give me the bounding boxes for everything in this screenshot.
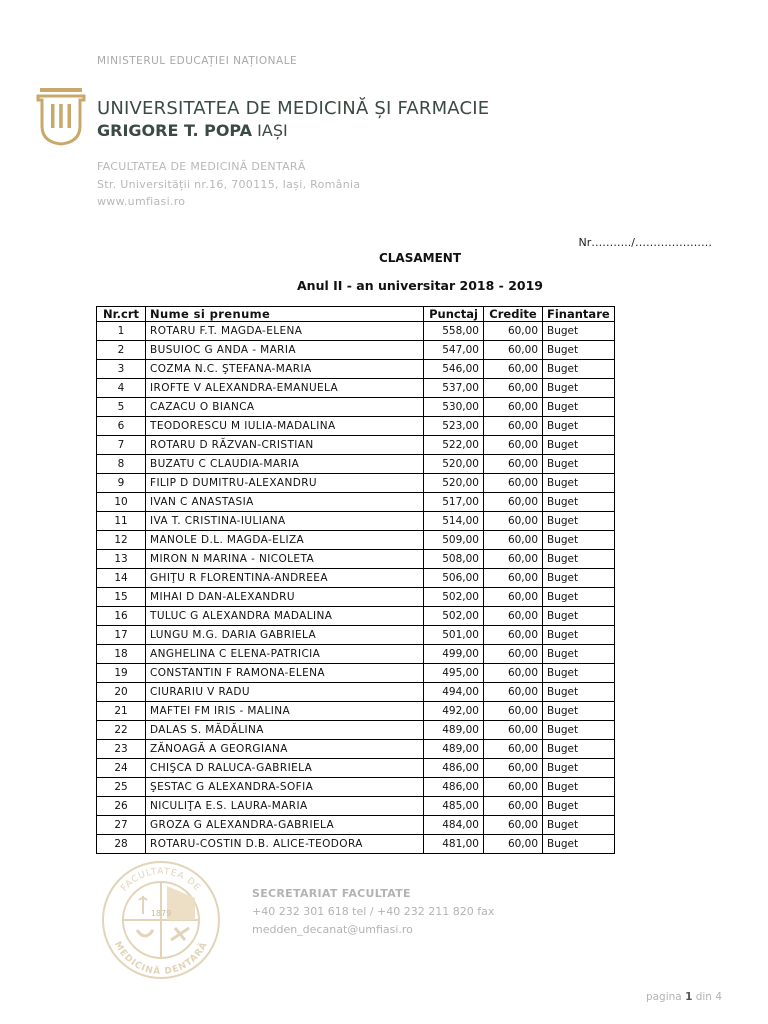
row-score: 537,00 <box>424 379 484 398</box>
row-name: FILIP D DUMITRU-ALEXANDRU <box>146 474 424 493</box>
row-funding: Buget <box>543 474 615 493</box>
row-score: 495,00 <box>424 664 484 683</box>
row-score: 499,00 <box>424 645 484 664</box>
row-funding: Buget <box>543 398 615 417</box>
row-credits: 60,00 <box>484 721 543 740</box>
row-score: 508,00 <box>424 550 484 569</box>
table-row <box>97 835 615 854</box>
table-row <box>97 322 615 341</box>
ranking-table <box>96 306 615 854</box>
row-funding: Buget <box>543 531 615 550</box>
row-name: NICULIŢA E.S. LAURA-MARIA <box>146 797 424 816</box>
row-name: TEODORESCU M IULIA-MADALINA <box>146 417 424 436</box>
row-name: DALAS S. MĂDĂLINA <box>146 721 424 740</box>
row-name: BUSUIOC G ANDA - MARIA <box>146 341 424 360</box>
seal-top-text: FACULTATEA DE <box>119 866 203 894</box>
row-credits: 60,00 <box>484 626 543 645</box>
row-funding: Buget <box>543 607 615 626</box>
row-nr: 12 <box>97 531 146 550</box>
row-funding: Buget <box>543 455 615 474</box>
row-name: IVA T. CRISTINA-IULIANA <box>146 512 424 531</box>
row-name: ROTARU-COSTIN D.B. ALICE-TEODORA <box>146 835 424 854</box>
row-funding: Buget <box>543 645 615 664</box>
row-score: 558,00 <box>424 322 484 341</box>
table-row <box>97 493 615 512</box>
row-nr: 5 <box>97 398 146 417</box>
table-row <box>97 759 615 778</box>
row-nr: 6 <box>97 417 146 436</box>
row-name: MIHAI D DAN-ALEXANDRU <box>146 588 424 607</box>
table-row <box>97 740 615 759</box>
row-funding: Buget <box>543 569 615 588</box>
table-row <box>97 645 615 664</box>
row-credits: 60,00 <box>484 436 543 455</box>
row-funding: Buget <box>543 341 615 360</box>
row-credits: 60,00 <box>484 322 543 341</box>
row-nr: 11 <box>97 512 146 531</box>
row-funding: Buget <box>543 664 615 683</box>
row-credits: 60,00 <box>484 531 543 550</box>
row-score: 509,00 <box>424 531 484 550</box>
registration-number: Nr………../………………… <box>578 236 712 249</box>
row-name: MIRON N MARINA - NICOLETA <box>146 550 424 569</box>
row-funding: Buget <box>543 360 615 379</box>
row-score: 547,00 <box>424 341 484 360</box>
table-row <box>97 341 615 360</box>
faculty-seal-icon <box>97 858 225 980</box>
row-credits: 60,00 <box>484 759 543 778</box>
row-credits: 60,00 <box>484 664 543 683</box>
secretariat-title: SECRETARIAT FACULTATE <box>252 887 411 900</box>
university-logo-icon <box>36 86 86 146</box>
row-funding: Buget <box>543 512 615 531</box>
faculty-name: FACULTATEA DE MEDICINĂ DENTARĂ <box>97 160 306 173</box>
row-name: CONSTANTIN F RAMONA-ELENA <box>146 664 424 683</box>
row-nr: 23 <box>97 740 146 759</box>
row-credits: 60,00 <box>484 797 543 816</box>
row-score: 484,00 <box>424 816 484 835</box>
page-sep: din <box>695 991 712 1003</box>
row-credits: 60,00 <box>484 512 543 531</box>
row-score: 489,00 <box>424 721 484 740</box>
university-city: IAȘI <box>257 121 288 140</box>
row-credits: 60,00 <box>484 398 543 417</box>
row-funding: Buget <box>543 778 615 797</box>
row-credits: 60,00 <box>484 455 543 474</box>
table-row <box>97 398 615 417</box>
row-name: ŞESTAC G ALEXANDRA-SOFIA <box>146 778 424 797</box>
row-score: 486,00 <box>424 778 484 797</box>
table-row <box>97 664 615 683</box>
row-score: 481,00 <box>424 835 484 854</box>
row-name: MAFTEI FM IRIS - MALINA <box>146 702 424 721</box>
row-credits: 60,00 <box>484 474 543 493</box>
row-nr: 18 <box>97 645 146 664</box>
row-nr: 10 <box>97 493 146 512</box>
ministry-heading: MINISTERUL EDUCAȚIEI NAȚIONALE <box>97 55 298 67</box>
table-row <box>97 797 615 816</box>
seal-year: 1879 <box>150 909 172 918</box>
row-credits: 60,00 <box>484 816 543 835</box>
row-nr: 16 <box>97 607 146 626</box>
table-row <box>97 417 615 436</box>
table-row <box>97 436 615 455</box>
table-row <box>97 778 615 797</box>
row-credits: 60,00 <box>484 493 543 512</box>
row-name: MANOLE D.L. MAGDA-ELIZA <box>146 531 424 550</box>
row-nr: 2 <box>97 341 146 360</box>
row-score: 492,00 <box>424 702 484 721</box>
row-name: CAZACU O BIANCA <box>146 398 424 417</box>
faculty-website: www.umfiasi.ro <box>97 195 186 208</box>
page-indicator <box>646 991 722 1003</box>
table-row <box>97 531 615 550</box>
row-name: CHIŞCA D RALUCA-GABRIELA <box>146 759 424 778</box>
row-funding: Buget <box>543 835 615 854</box>
document-title: CLASAMENT <box>378 251 462 265</box>
row-credits: 60,00 <box>484 379 543 398</box>
row-nr: 22 <box>97 721 146 740</box>
row-funding: Buget <box>543 379 615 398</box>
table-row <box>97 512 615 531</box>
row-name: IVAN C ANASTASIA <box>146 493 424 512</box>
row-credits: 60,00 <box>484 360 543 379</box>
row-funding: Buget <box>543 759 615 778</box>
table-row <box>97 816 615 835</box>
table-row <box>97 626 615 645</box>
row-credits: 60,00 <box>484 550 543 569</box>
row-score: 522,00 <box>424 436 484 455</box>
row-score: 502,00 <box>424 607 484 626</box>
row-score: 486,00 <box>424 759 484 778</box>
row-credits: 60,00 <box>484 702 543 721</box>
row-score: 489,00 <box>424 740 484 759</box>
row-funding: Buget <box>543 436 615 455</box>
row-nr: 1 <box>97 322 146 341</box>
row-funding: Buget <box>543 322 615 341</box>
table-row <box>97 569 615 588</box>
secretariat-contact <box>252 885 494 939</box>
table-row <box>97 474 615 493</box>
row-name: ROTARU F.T. MAGDA-ELENA <box>146 322 424 341</box>
row-credits: 60,00 <box>484 607 543 626</box>
row-name: CIURARIU V RADU <box>146 683 424 702</box>
table-row <box>97 455 615 474</box>
row-name: GHIŢU R FLORENTINA-ANDREEA <box>146 569 424 588</box>
row-funding: Buget <box>543 588 615 607</box>
table-row <box>97 379 615 398</box>
row-credits: 60,00 <box>484 569 543 588</box>
header-score: Punctaj <box>424 307 484 322</box>
row-nr: 15 <box>97 588 146 607</box>
header-name: Nume si prenume <box>146 307 424 322</box>
secretariat-phone: +40 232 301 618 tel / +40 232 211 820 fax <box>252 905 495 918</box>
row-funding: Buget <box>543 816 615 835</box>
row-nr: 8 <box>97 455 146 474</box>
table-row <box>97 702 615 721</box>
row-nr: 24 <box>97 759 146 778</box>
row-name: LUNGU M.G. DARIA GABRIELA <box>146 626 424 645</box>
row-credits: 60,00 <box>484 835 543 854</box>
row-nr: 4 <box>97 379 146 398</box>
row-nr: 14 <box>97 569 146 588</box>
row-funding: Buget <box>543 702 615 721</box>
row-nr: 28 <box>97 835 146 854</box>
row-credits: 60,00 <box>484 341 543 360</box>
page-total: 4 <box>715 991 722 1003</box>
row-nr: 17 <box>97 626 146 645</box>
row-funding: Buget <box>543 683 615 702</box>
table-row <box>97 607 615 626</box>
row-score: 506,00 <box>424 569 484 588</box>
university-name-bold: GRIGORE T. POPA <box>97 121 253 140</box>
faculty-info <box>97 158 360 211</box>
row-score: 502,00 <box>424 588 484 607</box>
row-funding: Buget <box>543 740 615 759</box>
row-credits: 60,00 <box>484 683 543 702</box>
table-row <box>97 588 615 607</box>
table-row <box>97 721 615 740</box>
row-funding: Buget <box>543 721 615 740</box>
row-score: 494,00 <box>424 683 484 702</box>
row-credits: 60,00 <box>484 740 543 759</box>
header-funding: Finantare <box>543 307 615 322</box>
row-nr: 21 <box>97 702 146 721</box>
document-subtitle: Anul II - an universitar 2018 - 2019 <box>297 278 543 293</box>
row-nr: 26 <box>97 797 146 816</box>
row-nr: 27 <box>97 816 146 835</box>
row-nr: 3 <box>97 360 146 379</box>
row-score: 530,00 <box>424 398 484 417</box>
table-row <box>97 683 615 702</box>
row-nr: 13 <box>97 550 146 569</box>
table-row <box>97 360 615 379</box>
page-current: 1 <box>685 991 693 1003</box>
table-row <box>97 550 615 569</box>
row-name: BUZATU C CLAUDIA-MARIA <box>146 455 424 474</box>
row-name: ROTARU D RĂZVAN-CRISTIAN <box>146 436 424 455</box>
row-score: 523,00 <box>424 417 484 436</box>
header-credits: Credite <box>484 307 543 322</box>
row-score: 520,00 <box>424 455 484 474</box>
university-subname <box>97 121 288 140</box>
row-name: COZMA N.C. ŞTEFANA-MARIA <box>146 360 424 379</box>
page-label: pagina <box>645 991 682 1003</box>
row-score: 514,00 <box>424 512 484 531</box>
row-score: 485,00 <box>424 797 484 816</box>
row-score: 517,00 <box>424 493 484 512</box>
row-score: 501,00 <box>424 626 484 645</box>
row-score: 546,00 <box>424 360 484 379</box>
table-header-row <box>97 307 615 322</box>
row-credits: 60,00 <box>484 588 543 607</box>
row-funding: Buget <box>543 493 615 512</box>
row-nr: 20 <box>97 683 146 702</box>
university-name: UNIVERSITATEA DE MEDICINĂ ȘI FARMACIE <box>97 98 490 119</box>
faculty-address: Str. Universității nr.16, 700115, Iași, România <box>97 177 361 191</box>
row-funding: Buget <box>543 550 615 569</box>
row-name: TULUC G ALEXANDRA MADALINA <box>146 607 424 626</box>
row-nr: 25 <box>97 778 146 797</box>
header-nr: Nr.crt <box>97 307 146 322</box>
row-name: ANGHELINA C ELENA-PATRICIA <box>146 645 424 664</box>
row-nr: 7 <box>97 436 146 455</box>
row-funding: Buget <box>543 626 615 645</box>
seal-bottom-text: MEDICINĂ DENTARĂ <box>112 940 210 978</box>
row-credits: 60,00 <box>484 778 543 797</box>
row-nr: 9 <box>97 474 146 493</box>
row-credits: 60,00 <box>484 417 543 436</box>
row-funding: Buget <box>543 797 615 816</box>
row-name: ZĂNOAGĂ A GEORGIANA <box>146 740 424 759</box>
secretariat-email: medden_decanat@umfiasi.ro <box>252 923 413 936</box>
row-nr: 19 <box>97 664 146 683</box>
row-credits: 60,00 <box>484 645 543 664</box>
row-funding: Buget <box>543 417 615 436</box>
row-name: GROZA G ALEXANDRA-GABRIELA <box>146 816 424 835</box>
row-name: IROFTE V ALEXANDRA-EMANUELA <box>146 379 424 398</box>
row-score: 520,00 <box>424 474 484 493</box>
